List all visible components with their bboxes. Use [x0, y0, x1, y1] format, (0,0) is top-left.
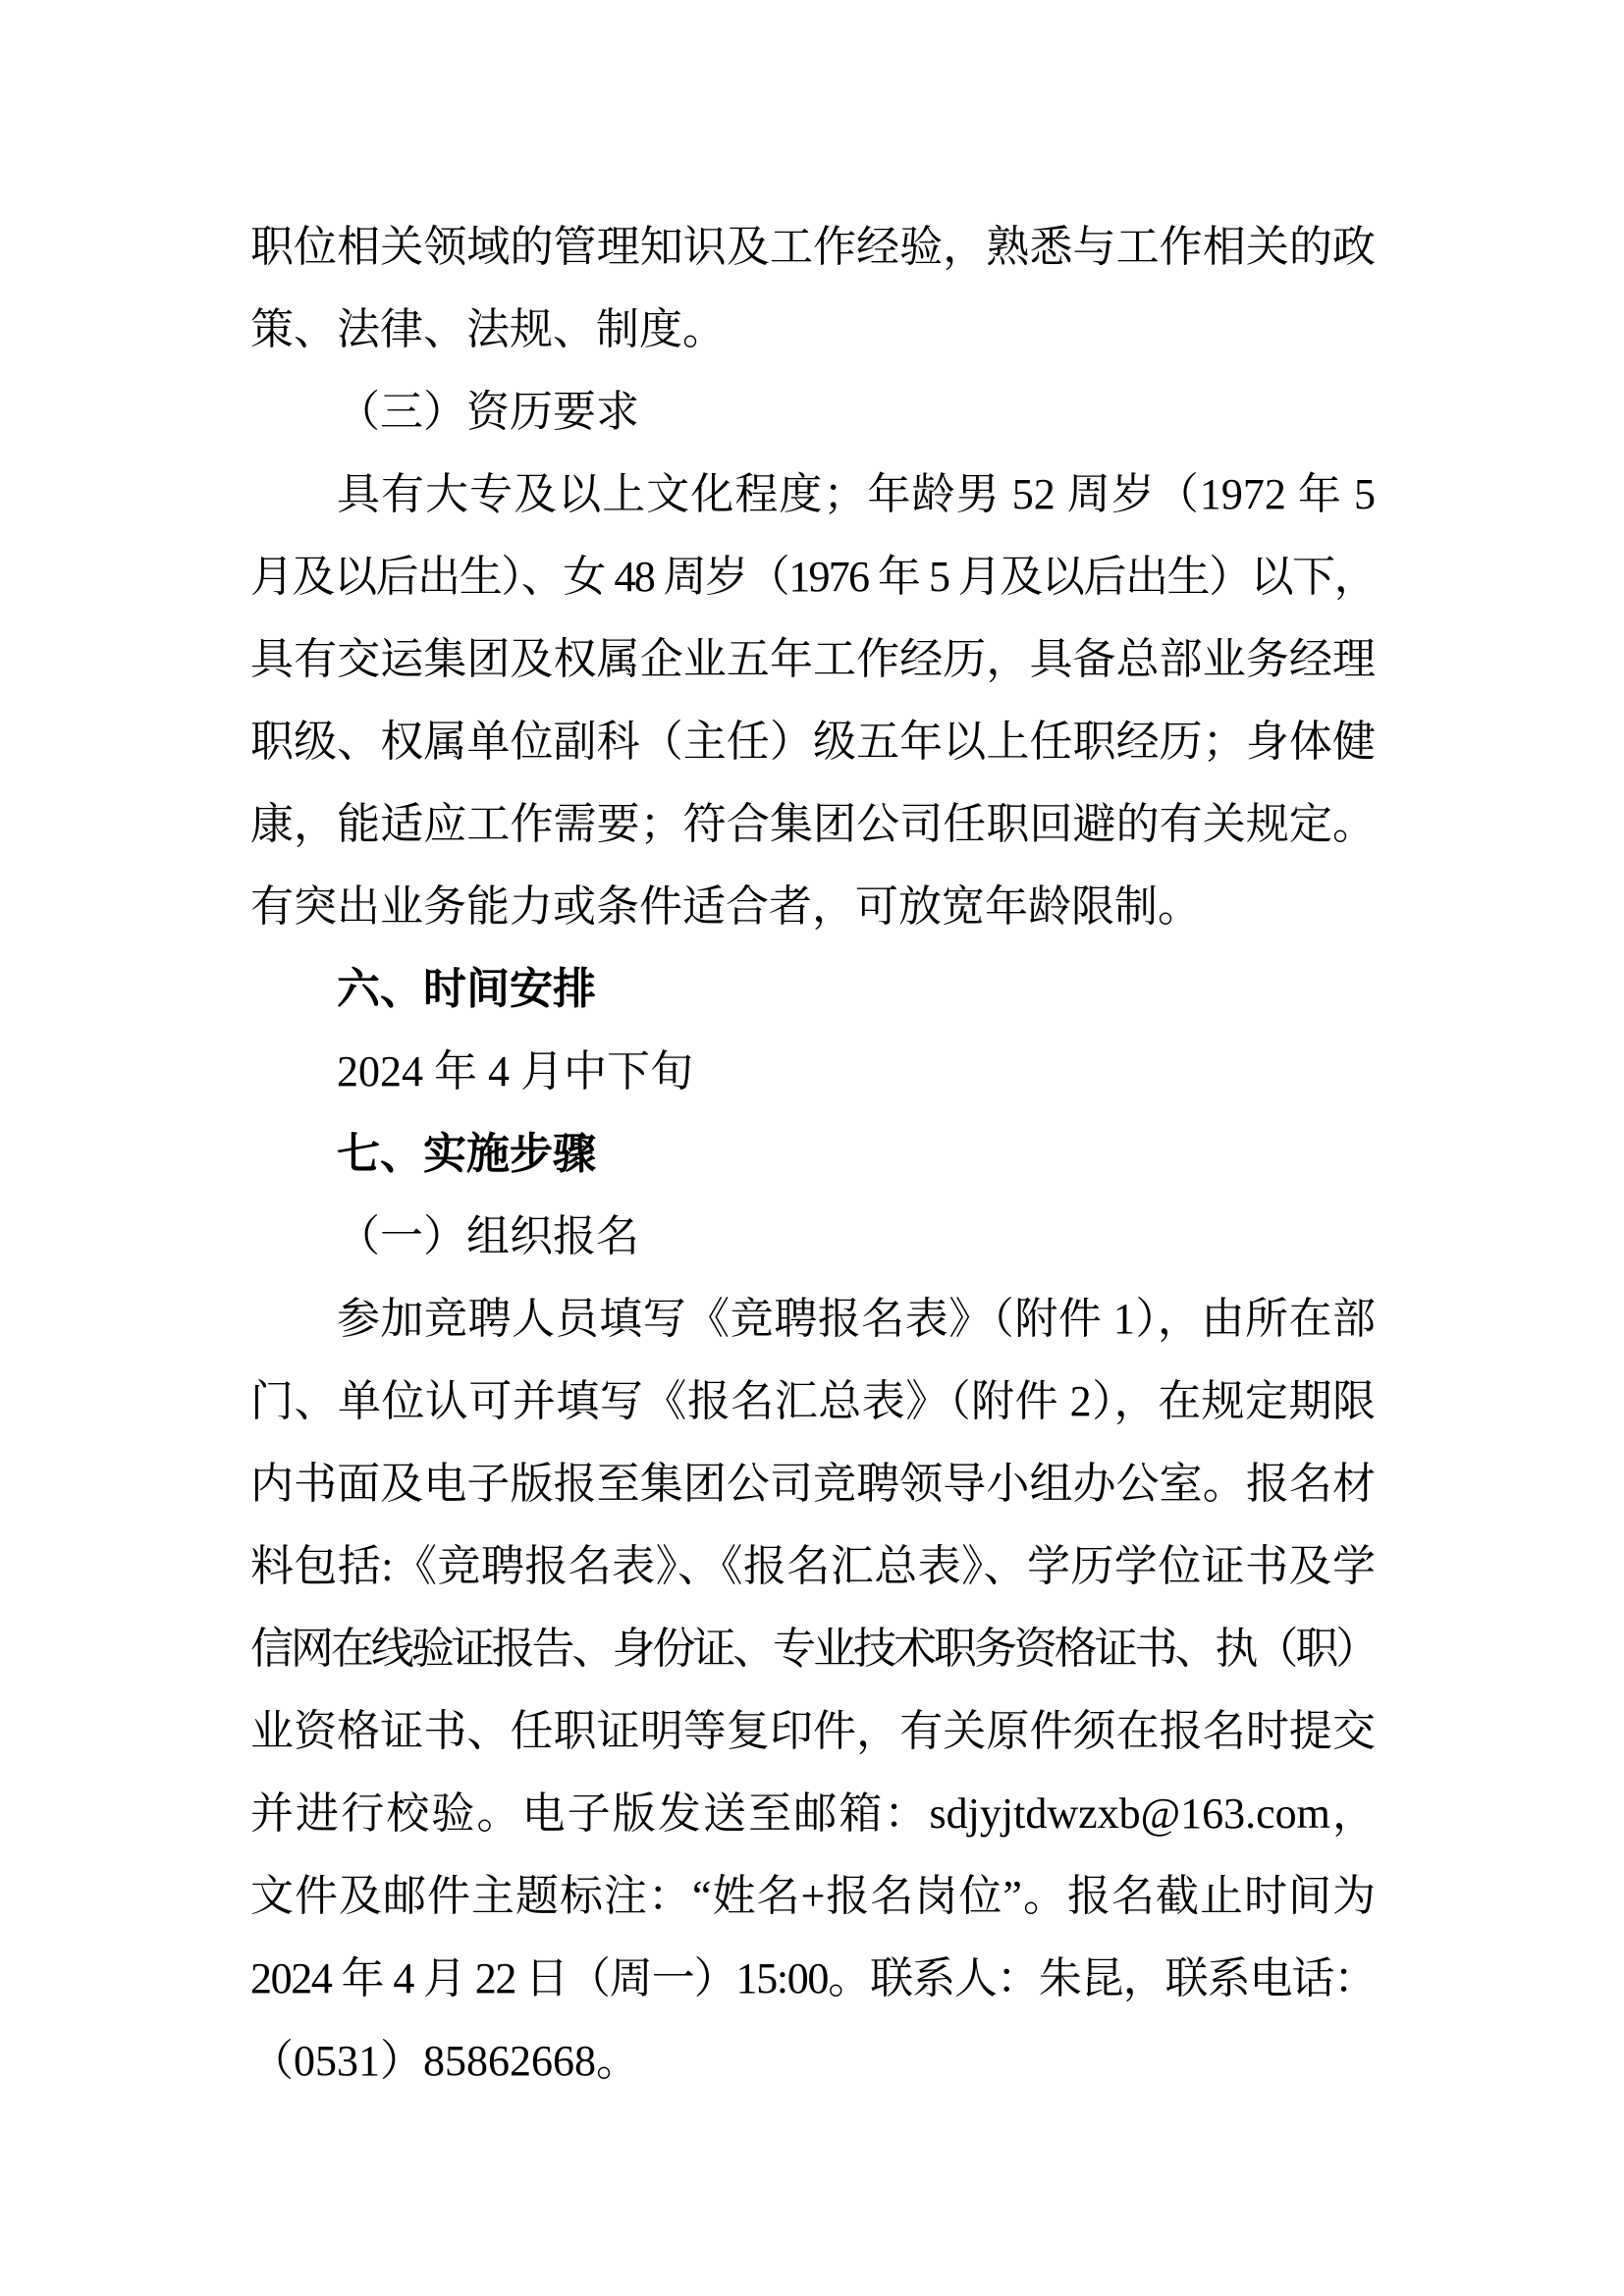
- text-line: （三）资历要求: [337, 388, 639, 436]
- text-line: 2024 年 4 月中下旬: [337, 1047, 693, 1095]
- text-line: 内书面及电子版报至集团公司竞聘领导小组办公室。报名材: [250, 1460, 1376, 1508]
- text-line: 并进行校验。电子版发送至邮箱：sdjyjtdwzxb@163.com，: [250, 1789, 1376, 1838]
- text-line: 业资格证书、任职证明等复印件，有关原件须在报名时提交: [250, 1707, 1376, 1755]
- text-line: （一）组织报名: [337, 1212, 639, 1260]
- text-block: [250, 206, 1376, 2103]
- text-line: 2024 年 4 月 22 日（周一）15:00。联系人：朱昆，联系电话：: [250, 1954, 1376, 2002]
- text-line: （0531）85862668。: [250, 2037, 639, 2085]
- section-heading: 七、实施步骤: [337, 1130, 596, 1178]
- text-line: 策、法律、法规、制度。: [250, 305, 726, 353]
- text-line: 料包括:《竞聘报名表》、《报名汇总表》、学历学位证书及学: [250, 1542, 1376, 1590]
- text-line: 具有交运集团及权属企业五年工作经历，具备总部业务经理: [250, 635, 1376, 683]
- text-line: 有突出业务能力或条件适合者，可放宽年龄限制。: [250, 882, 1201, 931]
- text-line: 康，能适应工作需要；符合集团公司任职回避的有关规定。: [250, 800, 1376, 848]
- section-heading: 六、时间安排: [337, 965, 596, 1013]
- text-line: 职位相关领域的管理知识及工作经验，熟悉与工作相关的政: [250, 223, 1376, 271]
- text-line: 文件及邮件主题标注：“姓名+报名岗位”。报名截止时间为: [250, 1872, 1376, 1920]
- text-line: 月及以后出生）、女 48 周岁（1976 年 5 月及以后出生）以下，: [250, 553, 1376, 601]
- text-line: 门、单位认可并填写《报名汇总表》（附件 2），在规定期限: [250, 1377, 1376, 1425]
- text-line: 参加竞聘人员填写《竞聘报名表》（附件 1），由所在部: [337, 1295, 1376, 1343]
- text-line: 具有大专及以上文化程度；年龄男 52 周岁（1972 年 5: [337, 470, 1376, 518]
- text-line: 信网在线验证报告、身份证、专业技术职务资格证书、执（职）: [250, 1625, 1376, 1673]
- text-line: 职级、权属单位副科（主任）级五年以上任职经历；身体健: [250, 718, 1376, 766]
